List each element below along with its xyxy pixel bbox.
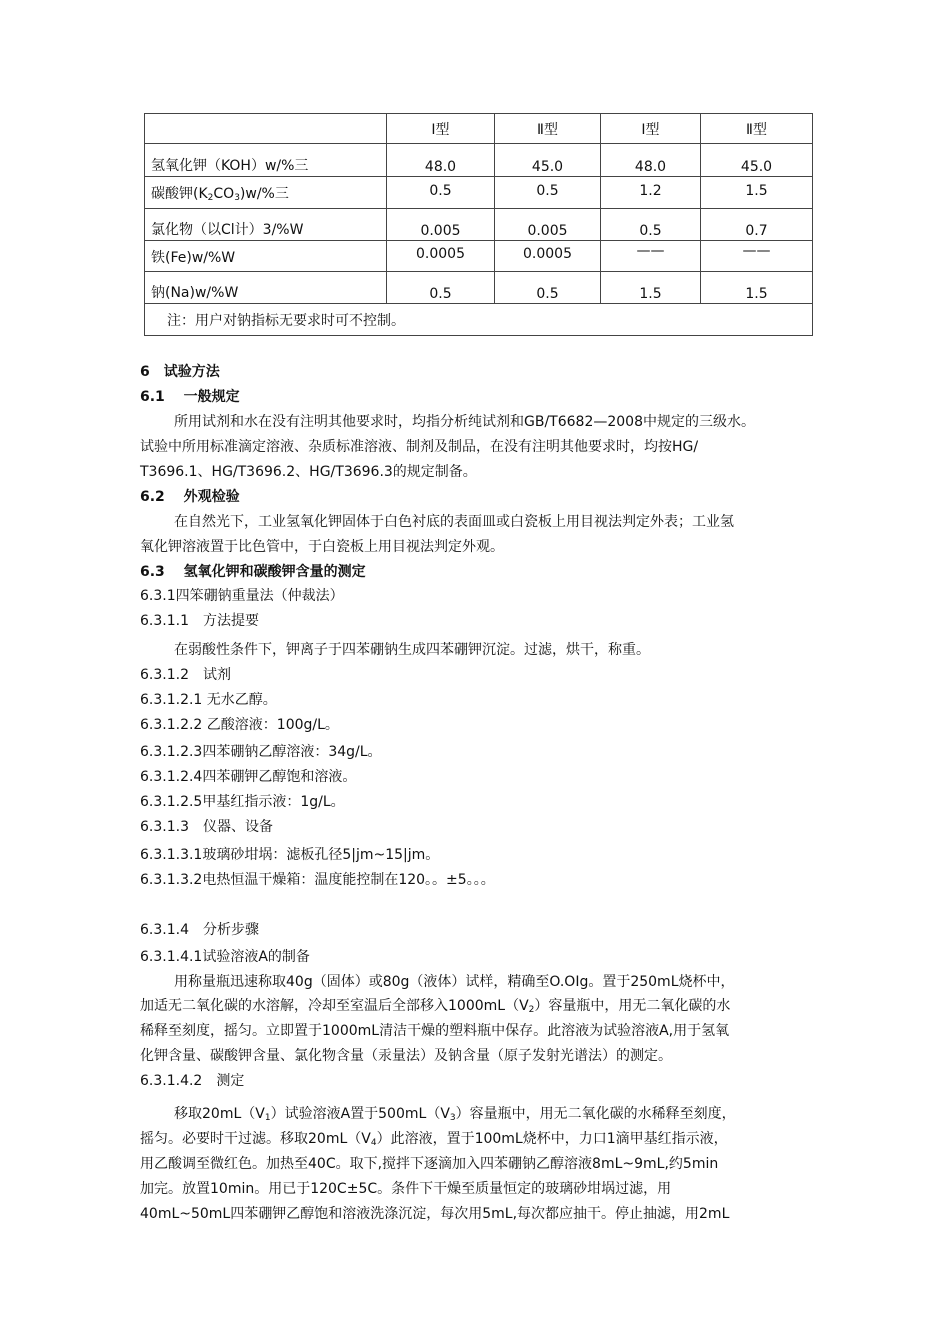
paragraph-line: 氧化钾溶液置于比色管中，于白瓷板上用目视法判定外观。 <box>140 539 504 555</box>
section-heading: 6.2 外观检验 <box>140 489 240 505</box>
table-cell: 45.0 <box>495 144 601 177</box>
table-cell: 0.5 <box>387 272 495 304</box>
table-cell: 0.005 <box>495 209 601 241</box>
paragraph-line: 用称量瓶迅速称取40g（固体）或80g（液体）试样，精确至O.OIg。置于250mL烧杯中， <box>174 974 735 990</box>
table-cell: 48.0 <box>387 144 495 177</box>
equipment-item: 6.3.1.3.1玻璃砂坩埚：滤板孔径5|jm~15|jm。 <box>140 847 440 863</box>
table-cell: 0.5 <box>495 272 601 304</box>
subsection-heading: 6.3.1.4.1试验溶液A的制备 <box>140 949 310 965</box>
paragraph-line: 用乙酸调至微红色。加热至40C。取下,搅拌下逐滴加入四苯硼钠乙醇溶液8mL~9mL,约5min <box>140 1156 719 1172</box>
table-cell: 0.5 <box>387 177 495 209</box>
paragraph-line: 摇匀。必要时干过滤。移取$20mL(V_4)$此溶液，置于100mL烧杯中，力口1滴甲基红指示液， <box>140 1131 728 1148</box>
table-cell: 48.0 <box>601 144 701 177</box>
row-label: 钠(Na)w/%W <box>145 272 387 304</box>
row-label: 铁(Fe)w/%W <box>145 241 387 272</box>
table-cell: 1.5 <box>601 272 701 304</box>
header-cell: Ⅰ型 <box>601 114 701 144</box>
paragraph-line: 移取$20mL(V_1)$试验溶液A置于$500mL(V_3)$容量瓶中，用无二氧化碳的水稀释至刻度， <box>174 1106 736 1123</box>
subsection-heading: 6.3.1.4 分析步骤 <box>140 922 259 938</box>
table-row <box>145 177 813 209</box>
paragraph-line: 在自然光下，工业氢氧化钾固体于白色衬底的表面皿或白瓷板上用目视法判定外表；工业氢 <box>174 514 734 530</box>
subsection-heading: 6.3.1.1 方法提要 <box>140 613 259 629</box>
table-note-row <box>145 304 813 336</box>
section-heading: 6 试验方法 <box>140 364 220 380</box>
row-label: 碳酸钾$(K_2CO_3)w/\%$三 <box>145 177 387 209</box>
subsection-heading: 6.3.1.3 仪器、设备 <box>140 819 273 835</box>
row-label: 氯化物（以Cl计）3/%W <box>145 209 387 241</box>
paragraph-line: 加完。放置10min。用已于120C±5C。条件下干燥至质量恒定的玻璃砂坩埚过滤，用 <box>140 1181 672 1197</box>
table-cell: 0.5 <box>601 209 701 241</box>
paragraph-line: T3696.1、HG/T3696.2、HG/T3696.3的规定制备。 <box>140 464 477 480</box>
header-cell: Ⅰ型 <box>387 114 495 144</box>
table-row <box>145 209 813 241</box>
table-row <box>145 241 813 272</box>
table-cell: 1.5 <box>701 272 813 304</box>
table-cell: 0.0005 <box>387 241 495 272</box>
section-heading: 6.3 氢氧化钾和碳酸钾含量的测定 <box>140 564 366 580</box>
paragraph-line: 所用试剂和水在没有注明其他要求时，均指分析纯试剂和GB/T6682—2008中规定的三级水。 <box>174 414 755 430</box>
paragraph-line: 稀释至刻度，摇匀。立即置于1000mL清洁干燥的塑料瓶中保存。此溶液为试验溶液A,用于氢氧 <box>140 1023 730 1039</box>
table-cell: 45.0 <box>701 144 813 177</box>
table-row <box>145 272 813 304</box>
spec-table <box>144 113 813 336</box>
paragraph-line: 加适无二氧化碳的水溶解，冷却至室温后全部移入$1000mL(V_2)$容量瓶中，用无二氧化碳的水 <box>140 998 731 1015</box>
subsection-heading: 6.3.1四笨硼钠重量法（仲裁法） <box>140 588 344 604</box>
table-cell: 0.005 <box>387 209 495 241</box>
paragraph-line: 40mL~50mL四苯硼钾乙醇饱和溶液洗涤沉淀，每次用5mL,每次都应抽干。停止抽滤，用2mL <box>140 1206 730 1222</box>
row-label: 氢氧化钾（KOH）w/%三 <box>145 144 387 177</box>
paragraph-line: 化钾含量、碳酸钾含量、氯化物含量（汞量法）及钠含量（原子发射光谱法）的测定。 <box>140 1048 672 1064</box>
table-cell: 0.5 <box>495 177 601 209</box>
header-cell: Ⅱ型 <box>701 114 813 144</box>
subsection-heading: 6.3.1.4.2 测定 <box>140 1073 245 1089</box>
table-row <box>145 144 813 177</box>
header-cell: Ⅱ型 <box>495 114 601 144</box>
header-cell-empty <box>145 114 387 144</box>
reagent-item: 6.3.1.2.4四苯硼钾乙醇饱和溶液。 <box>140 769 357 785</box>
reagent-item: 6.3.1.2.2 乙酸溶液：100g/L。 <box>140 717 339 733</box>
section-heading: 6.1 一般规定 <box>140 389 240 405</box>
subsection-heading: 6.3.1.2 试剂 <box>140 667 231 683</box>
table-cell: 1.5 <box>701 177 813 209</box>
reagent-item: 6.3.1.2.5甲基红指示液：1g/L。 <box>140 794 345 810</box>
table-cell: —— <box>701 241 813 272</box>
table-cell: 0.7 <box>701 209 813 241</box>
paragraph-line: 试验中所用标准滴定溶液、杂质标准溶液、制剂及制品，在没有注明其他要求时，均按HG/ <box>140 439 699 455</box>
table-note: 注：用户对钠指标无要求时可不控制。 <box>145 304 813 336</box>
equipment-item: 6.3.1.3.2电热恒温干燥箱：温度能控制在120。。±5。。。 <box>140 872 495 888</box>
table-cell: —— <box>601 241 701 272</box>
reagent-item: 6.3.1.2.1 无水乙醇。 <box>140 692 277 708</box>
reagent-item: 6.3.1.2.3四苯硼钠乙醇溶液：34g/L。 <box>140 744 382 760</box>
table-cell: 1.2 <box>601 177 701 209</box>
table-header-row <box>145 114 813 144</box>
paragraph-line: 在弱酸性条件下，钾离子于四苯硼钠生成四苯硼钾沉淀。过滤，烘干，称重。 <box>174 642 650 658</box>
table-cell: 0.0005 <box>495 241 601 272</box>
